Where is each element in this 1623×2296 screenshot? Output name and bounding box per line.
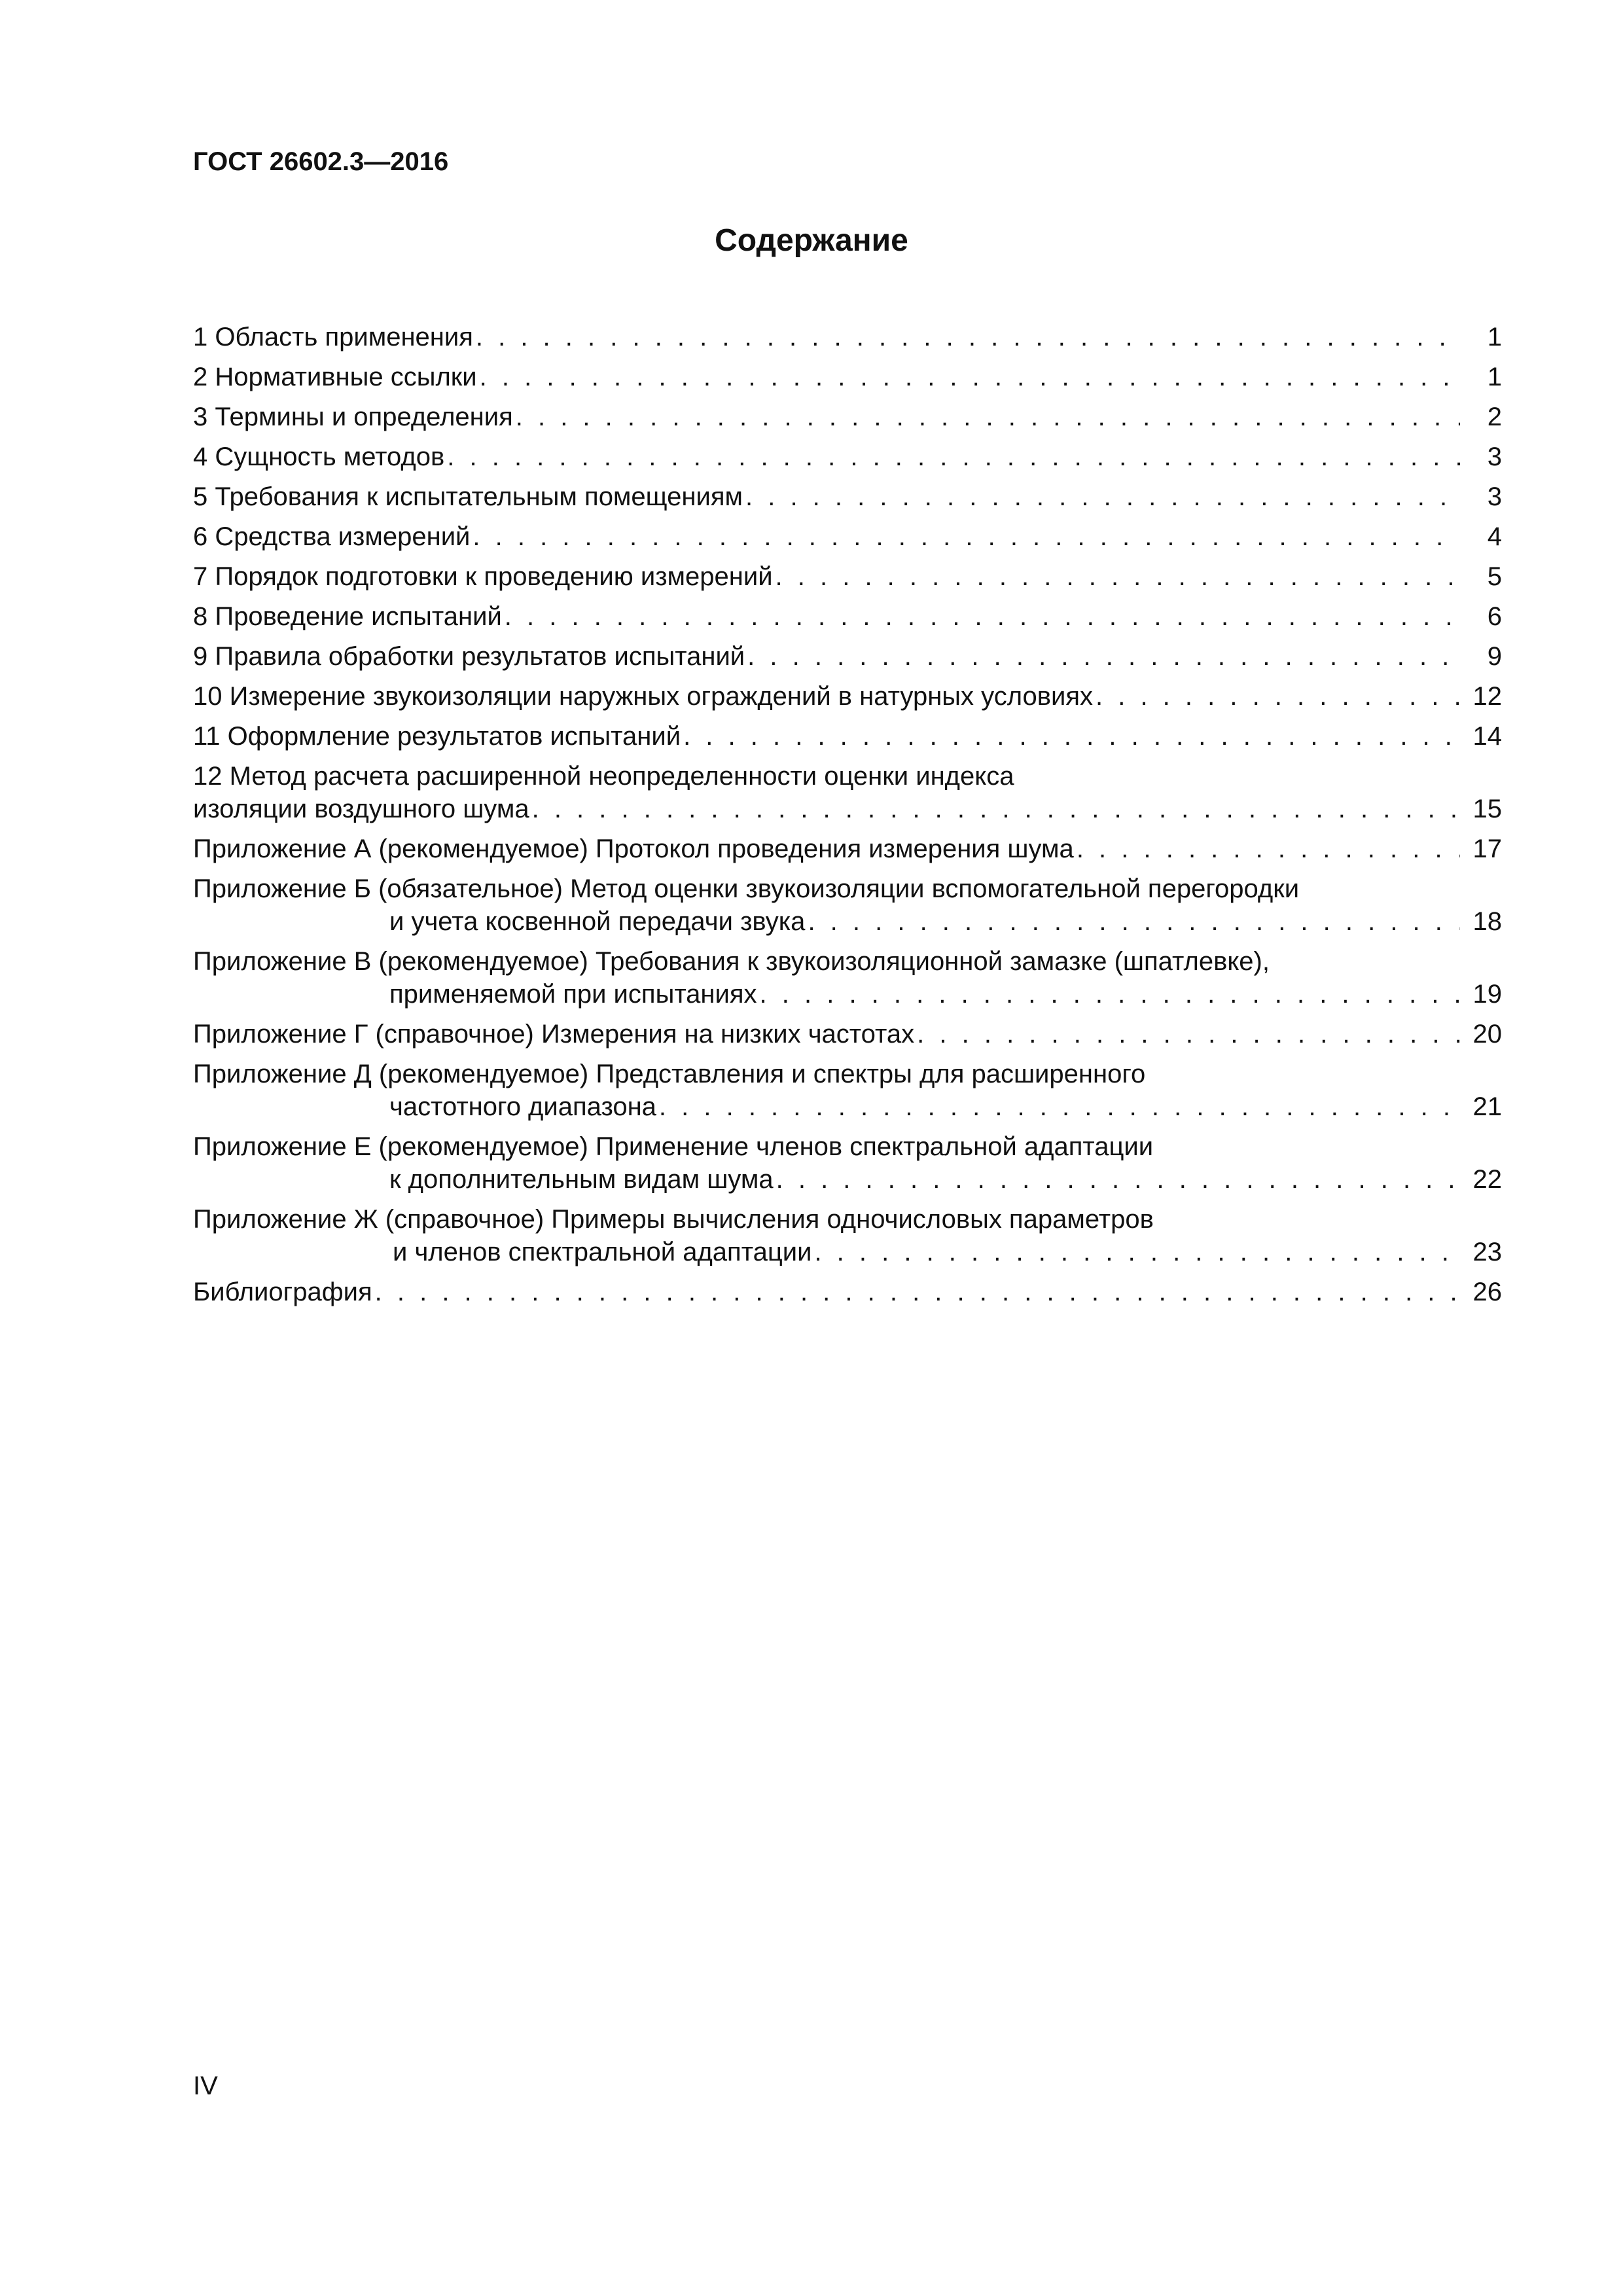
toc-entry[interactable] <box>193 1276 1502 1308</box>
toc-entry-page: 12 <box>1472 682 1502 711</box>
toc-entry-title: 2 Нормативные ссылки <box>193 363 477 391</box>
dot-leader <box>745 480 1460 513</box>
toc-entry-title: Приложение Г (справочное) Измерения на низких частотах <box>193 1020 915 1049</box>
toc-entry-page: 9 <box>1487 642 1502 671</box>
toc-entry-page: 22 <box>1472 1165 1502 1194</box>
dot-leader <box>808 905 1460 938</box>
toc-entry-page: 1 <box>1487 363 1502 391</box>
dot-leader <box>659 1090 1460 1123</box>
toc-entry[interactable] <box>193 361 1502 393</box>
toc-entry-title-line2: к дополнительным видам шума <box>389 1165 774 1194</box>
toc-title: Содержание <box>715 223 908 258</box>
toc-entry-page: 18 <box>1472 907 1502 936</box>
toc-entry-title-line1: Приложение Д (рекомендуемое) Представления и спектры для расширенного <box>193 1060 1146 1088</box>
toc-entry-title-line1: 12 Метод расчета расширенной неопределенности оценки индекса <box>193 762 1014 791</box>
toc-entry-page: 5 <box>1487 562 1502 591</box>
toc-entry-title-line2: изоляции воздушного шума <box>193 795 529 823</box>
toc-entry-title: 3 Термины и определения <box>193 403 513 431</box>
toc-entry-page: 1 <box>1487 323 1502 351</box>
toc-entry-title: 8 Проведение испытаний <box>193 602 502 631</box>
table-of-contents <box>193 321 1502 1316</box>
toc-entry-title-line1: Приложение В (рекомендуемое) Требования к звукоизоляционной замазке (шпатлевке), <box>193 947 1270 976</box>
toc-entry-page: 4 <box>1487 522 1502 551</box>
toc-entry[interactable] <box>193 945 1502 1011</box>
toc-entry-page: 21 <box>1472 1092 1502 1121</box>
toc-entry[interactable] <box>193 680 1502 713</box>
toc-entry-page: 19 <box>1472 980 1502 1009</box>
toc-entry-page: 3 <box>1487 482 1502 511</box>
dot-leader <box>1077 833 1460 865</box>
dot-leader <box>776 560 1460 593</box>
toc-entry[interactable] <box>193 1018 1502 1050</box>
toc-entry-title-line1: Приложение Ж (справочное) Примеры вычисления одночисловых параметров <box>193 1205 1154 1234</box>
dot-leader <box>814 1236 1460 1268</box>
dot-leader <box>776 1163 1460 1196</box>
dot-leader <box>1096 680 1460 713</box>
dot-leader <box>480 361 1460 393</box>
toc-entry-title-line2: и учета косвенной передачи звука <box>389 907 806 936</box>
toc-entry-page: 17 <box>1472 834 1502 863</box>
toc-entry[interactable] <box>193 480 1502 513</box>
toc-entry[interactable] <box>193 321 1502 353</box>
toc-entry-title-line1: Приложение Е (рекомендуемое) Применение членов спектральной адаптации <box>193 1132 1154 1161</box>
dot-leader <box>473 520 1460 553</box>
toc-entry-page: 26 <box>1472 1278 1502 1306</box>
toc-entry-title: 5 Требования к испытательным помещениям <box>193 482 743 511</box>
toc-entry-title: 11 Оформление результатов испытаний <box>193 722 681 751</box>
toc-entry[interactable] <box>193 640 1502 673</box>
toc-entry-title: 10 Измерение звукоизоляции наружных ограждений в натурных условиях <box>193 682 1093 711</box>
toc-entry-title: 9 Правила обработки результатов испытаний <box>193 642 745 671</box>
toc-entry[interactable] <box>193 760 1502 825</box>
dot-leader <box>505 600 1460 633</box>
toc-entry[interactable] <box>193 833 1502 865</box>
toc-entry-page: 14 <box>1472 722 1502 751</box>
dot-leader <box>917 1018 1460 1050</box>
toc-entry-title-line2: и членов спектральной адаптации <box>393 1238 812 1266</box>
toc-entry[interactable] <box>193 440 1502 473</box>
toc-entry-title: 4 Сущность методов <box>193 442 445 471</box>
toc-entry[interactable] <box>193 1058 1502 1123</box>
dot-leader <box>447 440 1460 473</box>
toc-entry-title-line2: частотного диапазона <box>389 1092 656 1121</box>
toc-entry[interactable] <box>193 560 1502 593</box>
toc-entry[interactable] <box>193 520 1502 553</box>
dot-leader <box>516 401 1460 433</box>
dot-leader <box>747 640 1460 673</box>
toc-entry[interactable] <box>193 720 1502 753</box>
toc-entry-title-line1: Приложение Б (обязательное) Метод оценки звукоизоляции вспомогательной перегородки <box>193 874 1300 903</box>
dot-leader <box>760 978 1460 1011</box>
dot-leader <box>683 720 1460 753</box>
dot-leader <box>476 321 1460 353</box>
toc-entry[interactable] <box>193 600 1502 633</box>
toc-entry[interactable] <box>193 872 1502 938</box>
toc-entry[interactable] <box>193 401 1502 433</box>
toc-entry[interactable] <box>193 1130 1502 1196</box>
toc-entry-title: 6 Средства измерений <box>193 522 471 551</box>
toc-entry[interactable] <box>193 1203 1502 1268</box>
toc-entry-page: 15 <box>1472 795 1502 823</box>
page-number: IV <box>193 2072 218 2100</box>
toc-entry-page: 3 <box>1487 442 1502 471</box>
toc-entry-title-line2: применяемой при испытаниях <box>389 980 757 1009</box>
toc-entry-title: 7 Порядок подготовки к проведению измерений <box>193 562 773 591</box>
toc-entry-page: 6 <box>1487 602 1502 631</box>
dot-leader <box>375 1276 1460 1308</box>
document-standard-id: ГОСТ 26602.3—2016 <box>193 147 449 176</box>
toc-entry-title: Библиография <box>193 1278 372 1306</box>
toc-entry-page: 2 <box>1487 403 1502 431</box>
toc-entry-page: 23 <box>1472 1238 1502 1266</box>
toc-entry-title: Приложение А (рекомендуемое) Протокол проведения измерения шума <box>193 834 1074 863</box>
dot-leader <box>532 793 1460 825</box>
toc-entry-page: 20 <box>1472 1020 1502 1049</box>
toc-entry-title: 1 Область применения <box>193 323 473 351</box>
